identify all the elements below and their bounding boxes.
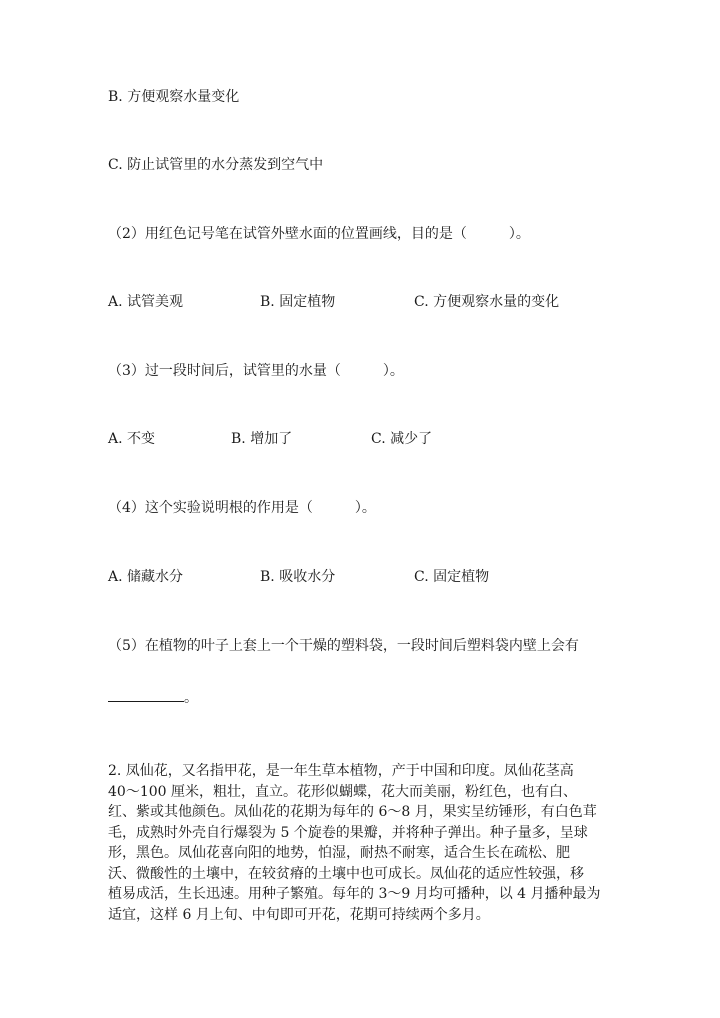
passage-line: 沃、微酸性的土壤中，在较贫瘠的土壤中也可成长。凤仙花的适应性较强，移 — [108, 865, 584, 882]
passage-line: 植易成活，生长迅速。用种子繁殖。每年的 3～9 月均可播种，以 4 月播种最为 — [108, 886, 601, 902]
question-5-answer-line — [108, 688, 198, 708]
q3-option-c: C. 减少了 — [371, 431, 433, 447]
q3-option-b: B. 增加了 — [231, 431, 293, 447]
passage-line: 40～100 厘米，粗壮，直立。花形似蝴蝶，花大而美丽，粉红色，也有白、 — [108, 783, 577, 800]
q4-option-b: B. 吸收水分 — [260, 569, 336, 585]
option-b-water-change: B. 方便观察水量变化 — [108, 89, 240, 105]
question-3-stem: （3）过一段时间后，试管里的水量（ ）。 — [108, 363, 404, 379]
passage-line: 红、紫或其他颜色。凤仙花的花期为每年的 6～8 月，果实呈纺锤形，有白色茸 — [108, 804, 597, 820]
answer-blank-tail: 。 — [184, 690, 198, 706]
question-2-stem: （2）用红色记号笔在试管外壁水面的位置画线，目的是（ ）。 — [108, 226, 530, 242]
passage-line: 适宜，这样 6 月上旬、中旬即可开花，花期可持续两个多月。 — [108, 906, 490, 923]
passage-line: 毛，成熟时外壳自行爆裂为 5 个旋卷的果瓣，并将种子弹出。种子量多，呈球 — [108, 824, 588, 841]
question-5-stem: （5）在植物的叶子上套上一个干燥的塑料袋，一段时间后塑料袋内壁上会有 — [108, 638, 579, 654]
answer-blank — [108, 689, 184, 702]
q4-option-c: C. 固定植物 — [414, 569, 490, 585]
option-c-prevent-evaporation: C. 防止试管里的水分蒸发到空气中 — [108, 157, 324, 173]
passage-fengxianhua — [108, 761, 628, 925]
q3-option-a: A. 不变 — [108, 431, 156, 447]
q4-option-a: A. 储藏水分 — [108, 569, 184, 585]
question-4-stem: （4）这个实验说明根的作用是（ ）。 — [108, 500, 376, 516]
passage-line: 2. 凤仙花，又名指甲花，是一年生草本植物，产于中国和印度。凤仙花茎高 — [108, 763, 574, 779]
q2-option-c: C. 方便观察水量的变化 — [414, 294, 560, 310]
q2-option-a: A. 试管美观 — [108, 294, 184, 310]
passage-line: 形，黑色。凤仙花喜向阳的地势，怕湿，耐热不耐寒，适合生长在疏松、肥 — [108, 845, 570, 861]
q2-option-b: B. 固定植物 — [260, 294, 336, 310]
